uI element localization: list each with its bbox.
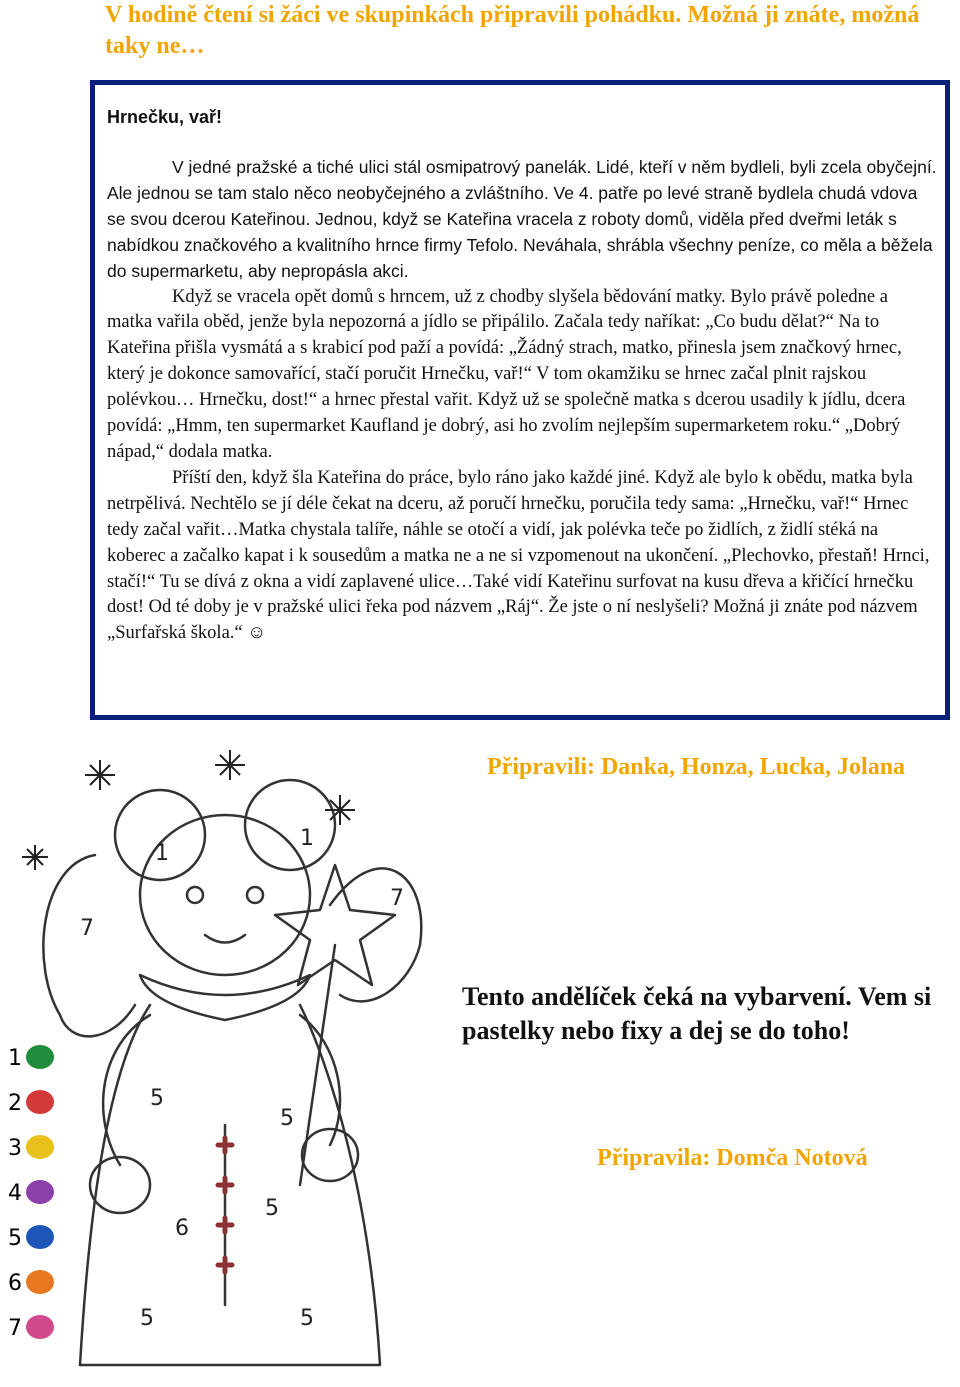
legend-number: 5 [8,1226,22,1251]
legend-color-swatch [26,1090,54,1114]
story-title: Hrnečku, vař! [107,107,223,127]
story-text [107,155,937,647]
svg-text:1: 1 [300,826,314,851]
legend-number: 4 [8,1181,22,1206]
story-box [90,80,950,720]
legend-color-swatch [26,1225,54,1249]
legend-color-swatch [26,1270,54,1294]
page-headline: V hodině čtení si žáci ve skupinkách připravili pohádku. Možná ji znáte, možná taky ne… [105,2,920,59]
legend-color-swatch [26,1180,54,1204]
svg-text:1: 1 [155,841,169,866]
legend-number: 2 [8,1091,22,1116]
svg-text:5: 5 [150,1086,164,1111]
svg-text:5: 5 [265,1196,279,1221]
svg-text:7: 7 [80,916,94,941]
story-paragraph: Když se vracela opět domů s hrncem, už z chodby slyšela bědování matky. Bylo právě poledne a matka vařila oběd, jenže byla nepozorná a jídlo se připálilo. Začala tedy naříkat: „Co budu dělat?“ Na to Kateřina přišla vysmátá a s krabicí pod paží a povídá: „Žádný strach, matko, přinesla jsem značkový hrnec, který je dokonce samovařící, stačí poručit Hrnečku, vař!“ V tom okamžiku se hrnec začal plnit rajskou polévkou… Hrnečku, dost!“ a hrnec přestal vařit. Když už se společně matka s dcerou usadily k jídlu, dcera povídá: „Hmm, ten supermarket Kaufland je dobrý, asi ho zvolím nejlepším supermarketem roku.“ „Dobrý nápad,“ dodala matka. [107,286,906,462]
legend-number: 1 [8,1046,22,1071]
legend-color-swatch [26,1315,54,1339]
legend-color-swatch [26,1045,54,1069]
story-paragraph: Příští den, když šla Kateřina do práce, bylo ráno jako každé jiné. Když ale bylo k obědu, matka byla netrpělivá. Nechtělo se jí déle čekat na dceru, až poručí hrnečku, poručila tedy sama: „Hrnečku, vař!“ Hrnec tedy začal vařit…Matka chystala talíře, náhle se otočí a vidí, jak polévka teče po židlích, z židlí stéká na koberec a začalko kapat i k sousedům a matka ne a ne si vzpomenout na ukončení. „Plechovko, přestaň! Hrnci, stačí!“ Tu se dívá z okna a vidí zaplavené ulice…Také vidí Kateřinu surfovat na kusu dřeva a křičící hrnečku dost! Od té doby je v pražské ulici řeka pod názvem „Ráj“. Že jste o ní neslyšeli? Možná ji znáte pod názvem „Surfařská škola.“ ☺ [107,467,930,644]
svg-text:5: 5 [140,1306,154,1331]
story-paragraph: V jedné pražské a tiché ulici stál osmipatrový panelák. Lidé, kteří v něm bydleli, byli zcela obyčejní. Ale jednou se tam stalo něco neobyčejného a zvláštního. Ve 4. patře po levé straně bydlela chudá vdova se svou dcerou Kateřinou. Jednou, když se Kateřina vracela z roboty domů, viděla před dveřmi leták s nabídkou značkového a kvalitního hrnce firmy Tefolo. Neváhala, shrábla všechny peníze, co měla a běžela do supermarketu, aby nepropásla akci. [107,157,937,281]
legend-number: 6 [8,1271,22,1296]
svg-text:7: 7 [390,886,404,911]
angel-credit: Připravila: Domča Notová [597,1145,868,1171]
svg-text:6: 6 [175,1216,189,1241]
angel-coloring-image [0,745,450,1382]
legend-number: 3 [8,1136,22,1161]
story-credit: Připravili: Danka, Honza, Lucka, Jolana [487,754,906,780]
svg-text:5: 5 [280,1106,294,1131]
legend-color-swatch [26,1135,54,1159]
legend-number: 7 [8,1316,22,1341]
coloring-note: Tento andělíček čeká na vybarvení. Vem si pastelky nebo fixy a dej se do toho! [462,982,932,1045]
svg-text:5: 5 [300,1306,314,1331]
color-legend [8,1045,54,1341]
angel-drawing [0,745,450,1382]
